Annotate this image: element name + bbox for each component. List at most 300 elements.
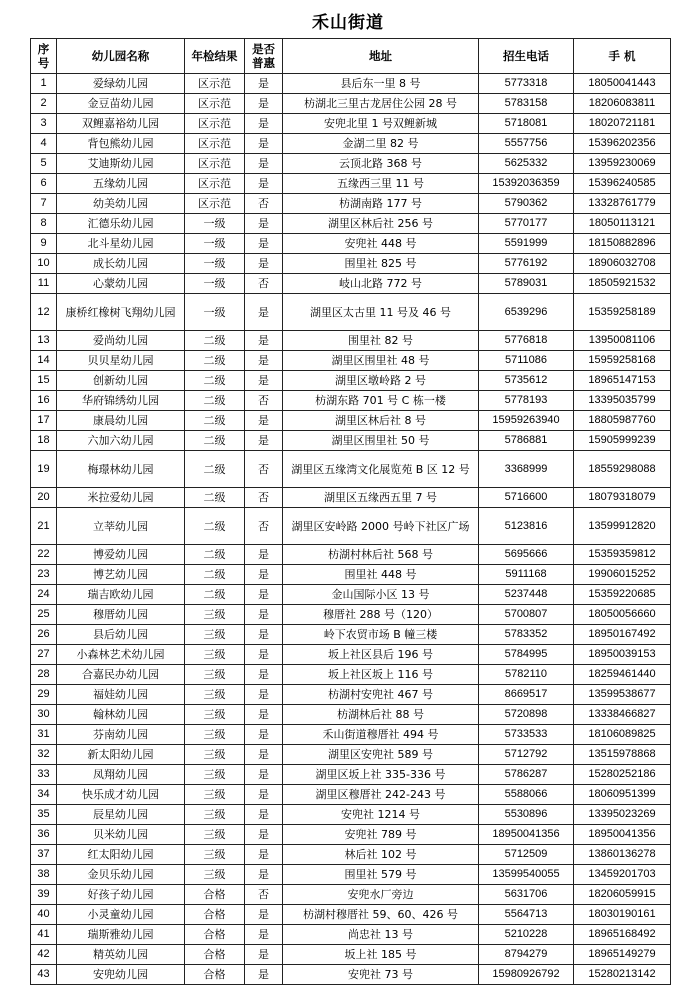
cell-seq: 15 <box>31 371 57 391</box>
table-row <box>31 174 671 194</box>
cell-seq: 29 <box>31 685 57 705</box>
cell-address: 金湖二里 82 号 <box>283 134 479 154</box>
table-row <box>31 845 671 865</box>
cell-public: 是 <box>245 845 283 865</box>
cell-seq: 13 <box>31 331 57 351</box>
cell-seq: 10 <box>31 254 57 274</box>
cell-name: 辰星幼儿园 <box>57 805 185 825</box>
cell-grade: 三级 <box>185 805 245 825</box>
table-row <box>31 294 671 331</box>
cell-seq: 9 <box>31 234 57 254</box>
cell-name: 汇德乐幼儿园 <box>57 214 185 234</box>
cell-name: 合嘉民办幼儿园 <box>57 665 185 685</box>
cell-address: 安兜社 789 号 <box>283 825 479 845</box>
cell-seq: 8 <box>31 214 57 234</box>
header-public: 是否普惠 <box>245 39 283 74</box>
cell-seq: 35 <box>31 805 57 825</box>
cell-mobile: 18106089825 <box>574 725 671 745</box>
cell-phone: 5783158 <box>479 94 574 114</box>
cell-address: 林后社 102 号 <box>283 845 479 865</box>
cell-phone: 15980926792 <box>479 965 574 985</box>
table-row <box>31 905 671 925</box>
table-row <box>31 825 671 845</box>
cell-phone: 5530896 <box>479 805 574 825</box>
cell-mobile: 18206059915 <box>574 885 671 905</box>
table-row <box>31 745 671 765</box>
cell-public: 是 <box>245 154 283 174</box>
cell-mobile: 13950081106 <box>574 331 671 351</box>
cell-phone: 5789031 <box>479 274 574 294</box>
cell-public: 是 <box>245 645 283 665</box>
header-grade: 年检结果 <box>185 39 245 74</box>
cell-seq: 21 <box>31 508 57 545</box>
cell-address: 县后东一里 8 号 <box>283 74 479 94</box>
table-row <box>31 234 671 254</box>
cell-public: 否 <box>245 194 283 214</box>
cell-grade: 二级 <box>185 565 245 585</box>
cell-phone: 13599540055 <box>479 865 574 885</box>
cell-address: 湖里区五缘湾文化展览苑 B 区 12 号 <box>283 451 479 488</box>
cell-mobile: 18079318079 <box>574 488 671 508</box>
cell-seq: 11 <box>31 274 57 294</box>
cell-phone: 5237448 <box>479 585 574 605</box>
cell-seq: 26 <box>31 625 57 645</box>
table-row <box>31 545 671 565</box>
cell-public: 是 <box>245 234 283 254</box>
cell-grade: 三级 <box>185 685 245 705</box>
cell-mobile: 15396240585 <box>574 174 671 194</box>
table-row <box>31 214 671 234</box>
header-phone: 招生电话 <box>479 39 574 74</box>
cell-address: 尚忠社 13 号 <box>283 925 479 945</box>
cell-name: 贝米幼儿园 <box>57 825 185 845</box>
cell-phone: 5718081 <box>479 114 574 134</box>
cell-seq: 17 <box>31 411 57 431</box>
cell-address: 安兜北里 1 号双鲤新城 <box>283 114 479 134</box>
cell-name: 北斗星幼儿园 <box>57 234 185 254</box>
cell-seq: 33 <box>31 765 57 785</box>
cell-address: 坂上社区坂上 116 号 <box>283 665 479 685</box>
cell-name: 幼美幼儿园 <box>57 194 185 214</box>
cell-mobile: 15359359812 <box>574 545 671 565</box>
cell-mobile: 18950041356 <box>574 825 671 845</box>
cell-address: 禾山街道穆厝社 494 号 <box>283 725 479 745</box>
cell-mobile: 18060951399 <box>574 785 671 805</box>
cell-address: 五缘西三里 11 号 <box>283 174 479 194</box>
cell-mobile: 18950167492 <box>574 625 671 645</box>
cell-name: 背包熊幼儿园 <box>57 134 185 154</box>
cell-grade: 二级 <box>185 331 245 351</box>
cell-grade: 区示范 <box>185 174 245 194</box>
cell-grade: 二级 <box>185 451 245 488</box>
cell-grade: 三级 <box>185 605 245 625</box>
cell-grade: 区示范 <box>185 134 245 154</box>
table-row <box>31 945 671 965</box>
cell-address: 枋湖南路 177 号 <box>283 194 479 214</box>
cell-grade: 二级 <box>185 488 245 508</box>
cell-phone: 8794279 <box>479 945 574 965</box>
cell-seq: 31 <box>31 725 57 745</box>
cell-mobile: 18950039153 <box>574 645 671 665</box>
cell-name: 创新幼儿园 <box>57 371 185 391</box>
cell-seq: 25 <box>31 605 57 625</box>
table-row <box>31 805 671 825</box>
cell-address: 坂上社区县后 196 号 <box>283 645 479 665</box>
cell-seq: 5 <box>31 154 57 174</box>
cell-address: 穆厝社 288 号（120） <box>283 605 479 625</box>
cell-seq: 12 <box>31 294 57 331</box>
cell-grade: 二级 <box>185 411 245 431</box>
cell-phone: 5778193 <box>479 391 574 411</box>
cell-phone: 15392036359 <box>479 174 574 194</box>
cell-public: 是 <box>245 805 283 825</box>
cell-public: 是 <box>245 565 283 585</box>
cell-name: 成长幼儿园 <box>57 254 185 274</box>
cell-name: 小森林艺术幼儿园 <box>57 645 185 665</box>
cell-phone: 5776818 <box>479 331 574 351</box>
page-title: 禾山街道 <box>312 13 384 33</box>
cell-address: 枋湖村安兜社 467 号 <box>283 685 479 705</box>
cell-mobile: 18259461440 <box>574 665 671 685</box>
cell-address: 安兜社 448 号 <box>283 234 479 254</box>
cell-grade: 二级 <box>185 351 245 371</box>
cell-seq: 39 <box>31 885 57 905</box>
table-row <box>31 865 671 885</box>
cell-seq: 32 <box>31 745 57 765</box>
cell-mobile: 15959258168 <box>574 351 671 371</box>
cell-mobile: 18050056660 <box>574 605 671 625</box>
cell-name: 博艺幼儿园 <box>57 565 185 585</box>
table-header-row <box>31 39 671 74</box>
cell-public: 是 <box>245 905 283 925</box>
cell-grade: 一级 <box>185 274 245 294</box>
table-row <box>31 765 671 785</box>
cell-mobile: 18965147153 <box>574 371 671 391</box>
cell-mobile: 19906015252 <box>574 565 671 585</box>
header-mobile: 手 机 <box>574 39 671 74</box>
cell-public: 是 <box>245 411 283 431</box>
cell-grade: 三级 <box>185 825 245 845</box>
cell-name: 精英幼儿园 <box>57 945 185 965</box>
cell-name: 双鲤嘉裕幼儿园 <box>57 114 185 134</box>
cell-grade: 合格 <box>185 965 245 985</box>
table-row <box>31 585 671 605</box>
cell-name: 五缘幼儿园 <box>57 174 185 194</box>
cell-phone: 6539296 <box>479 294 574 331</box>
cell-seq: 37 <box>31 845 57 865</box>
table-row <box>31 885 671 905</box>
cell-public: 是 <box>245 585 283 605</box>
table-row <box>31 391 671 411</box>
cell-grade: 三级 <box>185 725 245 745</box>
cell-public: 是 <box>245 331 283 351</box>
cell-address: 围里社 82 号 <box>283 331 479 351</box>
cell-grade: 三级 <box>185 745 245 765</box>
cell-name: 梅璟林幼儿园 <box>57 451 185 488</box>
cell-name: 金贝乐幼儿园 <box>57 865 185 885</box>
table-body <box>31 74 671 985</box>
cell-phone: 5790362 <box>479 194 574 214</box>
cell-phone: 5123816 <box>479 508 574 545</box>
table-row <box>31 371 671 391</box>
cell-mobile: 13515978868 <box>574 745 671 765</box>
cell-name: 县后幼儿园 <box>57 625 185 645</box>
cell-mobile: 18050041443 <box>574 74 671 94</box>
cell-mobile: 18805987760 <box>574 411 671 431</box>
header-address: 地址 <box>283 39 479 74</box>
cell-public: 是 <box>245 174 283 194</box>
cell-mobile: 18020721181 <box>574 114 671 134</box>
cell-public: 是 <box>245 114 283 134</box>
cell-mobile: 13860136278 <box>574 845 671 865</box>
cell-mobile: 15280213142 <box>574 965 671 985</box>
table-row <box>31 431 671 451</box>
cell-grade: 二级 <box>185 431 245 451</box>
cell-public: 是 <box>245 74 283 94</box>
cell-mobile: 15396202356 <box>574 134 671 154</box>
cell-mobile: 18150882896 <box>574 234 671 254</box>
cell-address: 安兜社 73 号 <box>283 965 479 985</box>
cell-phone: 5716600 <box>479 488 574 508</box>
cell-phone: 5210228 <box>479 925 574 945</box>
cell-seq: 41 <box>31 925 57 945</box>
cell-grade: 区示范 <box>185 94 245 114</box>
cell-mobile: 13959230069 <box>574 154 671 174</box>
cell-phone: 15959263940 <box>479 411 574 431</box>
cell-phone: 5786287 <box>479 765 574 785</box>
cell-phone: 5700807 <box>479 605 574 625</box>
table-row <box>31 508 671 545</box>
cell-mobile: 13395035799 <box>574 391 671 411</box>
cell-name: 康桥红橡树飞翔幼儿园 <box>57 294 185 331</box>
cell-phone: 5695666 <box>479 545 574 565</box>
cell-grade: 二级 <box>185 508 245 545</box>
cell-address: 围里社 448 号 <box>283 565 479 585</box>
cell-phone: 5911168 <box>479 565 574 585</box>
cell-phone: 5773318 <box>479 74 574 94</box>
cell-mobile: 18906032708 <box>574 254 671 274</box>
cell-public: 是 <box>245 545 283 565</box>
cell-public: 是 <box>245 825 283 845</box>
table-row <box>31 925 671 945</box>
table-row <box>31 351 671 371</box>
table-row <box>31 94 671 114</box>
cell-grade: 三级 <box>185 625 245 645</box>
cell-public: 是 <box>245 745 283 765</box>
cell-name: 红太阳幼儿园 <box>57 845 185 865</box>
cell-phone: 5564713 <box>479 905 574 925</box>
cell-phone: 5631706 <box>479 885 574 905</box>
cell-mobile: 15905999239 <box>574 431 671 451</box>
table-row <box>31 254 671 274</box>
kindergarten-table <box>30 38 671 985</box>
table-row <box>31 194 671 214</box>
cell-grade: 三级 <box>185 765 245 785</box>
cell-name: 六加六幼儿园 <box>57 431 185 451</box>
cell-name: 芬南幼儿园 <box>57 725 185 745</box>
cell-phone: 5786881 <box>479 431 574 451</box>
cell-seq: 3 <box>31 114 57 134</box>
table-row <box>31 705 671 725</box>
cell-grade: 二级 <box>185 391 245 411</box>
table-row <box>31 565 671 585</box>
cell-seq: 18 <box>31 431 57 451</box>
cell-seq: 38 <box>31 865 57 885</box>
cell-address: 湖里区太古里 11 号及 46 号 <box>283 294 479 331</box>
cell-phone: 5782110 <box>479 665 574 685</box>
cell-phone: 5712792 <box>479 745 574 765</box>
cell-grade: 三级 <box>185 665 245 685</box>
cell-name: 心蒙幼儿园 <box>57 274 185 294</box>
cell-seq: 2 <box>31 94 57 114</box>
cell-seq: 14 <box>31 351 57 371</box>
table-row <box>31 114 671 134</box>
cell-name: 博爱幼儿园 <box>57 545 185 565</box>
cell-seq: 20 <box>31 488 57 508</box>
cell-public: 是 <box>245 294 283 331</box>
cell-grade: 一级 <box>185 254 245 274</box>
cell-public: 是 <box>245 371 283 391</box>
cell-seq: 23 <box>31 565 57 585</box>
cell-name: 金豆苗幼儿园 <box>57 94 185 114</box>
cell-grade: 合格 <box>185 885 245 905</box>
cell-public: 是 <box>245 685 283 705</box>
cell-public: 否 <box>245 274 283 294</box>
cell-phone: 5712509 <box>479 845 574 865</box>
cell-phone: 5735612 <box>479 371 574 391</box>
table-row <box>31 134 671 154</box>
cell-name: 艾迪斯幼儿园 <box>57 154 185 174</box>
cell-grade: 合格 <box>185 905 245 925</box>
cell-seq: 24 <box>31 585 57 605</box>
cell-phone: 5770177 <box>479 214 574 234</box>
cell-address: 湖里区坂上社 335-336 号 <box>283 765 479 785</box>
cell-address: 安兜水厂旁边 <box>283 885 479 905</box>
cell-name: 好孩子幼儿园 <box>57 885 185 905</box>
cell-mobile: 18559298088 <box>574 451 671 488</box>
cell-name: 小灵童幼儿园 <box>57 905 185 925</box>
cell-address: 安兜社 1214 号 <box>283 805 479 825</box>
table-row <box>31 74 671 94</box>
cell-mobile: 13395023269 <box>574 805 671 825</box>
cell-seq: 16 <box>31 391 57 411</box>
cell-public: 是 <box>245 725 283 745</box>
table-row <box>31 645 671 665</box>
cell-address: 湖里区围里社 48 号 <box>283 351 479 371</box>
cell-seq: 42 <box>31 945 57 965</box>
cell-public: 是 <box>245 965 283 985</box>
cell-phone: 3368999 <box>479 451 574 488</box>
cell-name: 穆厝幼儿园 <box>57 605 185 625</box>
table-row <box>31 725 671 745</box>
cell-name: 爱绿幼儿园 <box>57 74 185 94</box>
cell-address: 岐山北路 772 号 <box>283 274 479 294</box>
cell-name: 爱尚幼儿园 <box>57 331 185 351</box>
cell-public: 否 <box>245 451 283 488</box>
cell-public: 是 <box>245 351 283 371</box>
cell-public: 是 <box>245 625 283 645</box>
cell-phone: 5784995 <box>479 645 574 665</box>
cell-mobile: 15280252186 <box>574 765 671 785</box>
cell-mobile: 13338466827 <box>574 705 671 725</box>
cell-name: 瑞吉欧幼儿园 <box>57 585 185 605</box>
cell-grade: 区示范 <box>185 154 245 174</box>
cell-name: 贝贝星幼儿园 <box>57 351 185 371</box>
cell-name: 康晨幼儿园 <box>57 411 185 431</box>
cell-phone: 5591999 <box>479 234 574 254</box>
cell-seq: 1 <box>31 74 57 94</box>
cell-phone: 8669517 <box>479 685 574 705</box>
cell-phone: 5776192 <box>479 254 574 274</box>
cell-name: 瑞斯雅幼儿园 <box>57 925 185 945</box>
cell-address: 湖里区林后社 256 号 <box>283 214 479 234</box>
cell-grade: 一级 <box>185 234 245 254</box>
header-name: 幼儿园名称 <box>57 39 185 74</box>
cell-mobile: 18965168492 <box>574 925 671 945</box>
table-row <box>31 665 671 685</box>
cell-address: 湖里区安岭路 2000 号岭下社区广场 <box>283 508 479 545</box>
cell-address: 湖里区围里社 50 号 <box>283 431 479 451</box>
cell-address: 枋湖村林后社 568 号 <box>283 545 479 565</box>
header-seq: 序号 <box>31 39 57 74</box>
cell-public: 是 <box>245 785 283 805</box>
table-row <box>31 605 671 625</box>
cell-public: 是 <box>245 925 283 945</box>
cell-public: 是 <box>245 705 283 725</box>
cell-seq: 36 <box>31 825 57 845</box>
cell-address: 湖里区安兜社 589 号 <box>283 745 479 765</box>
table-row <box>31 625 671 645</box>
cell-address: 围里社 825 号 <box>283 254 479 274</box>
cell-seq: 22 <box>31 545 57 565</box>
cell-mobile: 13459201703 <box>574 865 671 885</box>
cell-grade: 区示范 <box>185 194 245 214</box>
table-row <box>31 965 671 985</box>
cell-name: 华府锦绣幼儿园 <box>57 391 185 411</box>
cell-phone: 5588066 <box>479 785 574 805</box>
cell-name: 凤翔幼儿园 <box>57 765 185 785</box>
cell-grade: 三级 <box>185 705 245 725</box>
cell-mobile: 13328761779 <box>574 194 671 214</box>
cell-phone: 18950041356 <box>479 825 574 845</box>
cell-public: 是 <box>245 865 283 885</box>
cell-grade: 一级 <box>185 294 245 331</box>
table-row <box>31 154 671 174</box>
cell-grade: 三级 <box>185 785 245 805</box>
cell-public: 否 <box>245 488 283 508</box>
cell-address: 湖里区林后社 8 号 <box>283 411 479 431</box>
table-row <box>31 685 671 705</box>
cell-address: 湖里区穆厝社 242-243 号 <box>283 785 479 805</box>
cell-address: 围里社 579 号 <box>283 865 479 885</box>
table-row <box>31 411 671 431</box>
cell-address: 湖里区五缘西五里 7 号 <box>283 488 479 508</box>
cell-public: 是 <box>245 134 283 154</box>
cell-grade: 三级 <box>185 845 245 865</box>
cell-grade: 二级 <box>185 545 245 565</box>
cell-address: 枋湖东路 701 号 C 栋一楼 <box>283 391 479 411</box>
cell-seq: 27 <box>31 645 57 665</box>
cell-mobile: 13599912820 <box>574 508 671 545</box>
cell-seq: 34 <box>31 785 57 805</box>
cell-phone: 5783352 <box>479 625 574 645</box>
cell-mobile: 18965149279 <box>574 945 671 965</box>
table-row <box>31 451 671 488</box>
cell-public: 是 <box>245 254 283 274</box>
cell-public: 是 <box>245 214 283 234</box>
cell-grade: 三级 <box>185 645 245 665</box>
cell-grade: 合格 <box>185 925 245 945</box>
